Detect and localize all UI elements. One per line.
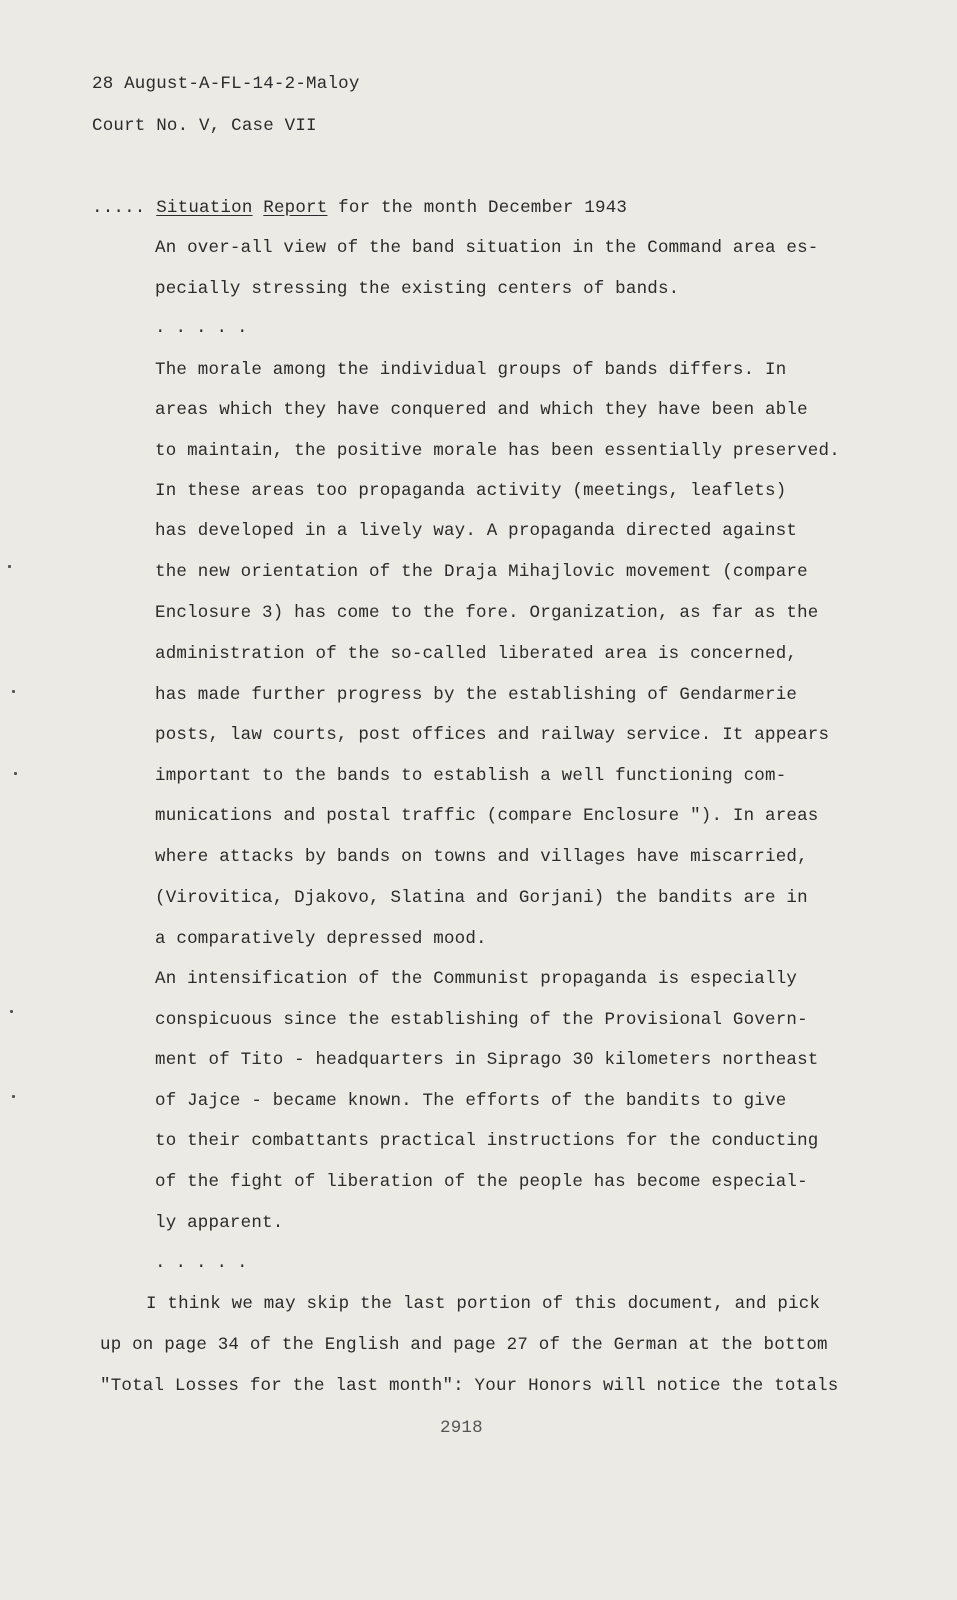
para1-line: Enclosure 3) has come to the fore. Organization, as far as the bbox=[155, 603, 819, 623]
para2-line: ly apparent. bbox=[155, 1213, 284, 1233]
para1-line: important to the bands to establish a well functioning com- bbox=[155, 766, 787, 786]
para1-line: a comparatively depressed mood. bbox=[155, 929, 487, 949]
para1-line: In these areas too propaganda activity (meetings, leaflets) bbox=[155, 481, 787, 501]
closing-line: I think we may skip the last portion of this document, and pick bbox=[146, 1294, 821, 1314]
para2-line: of the fight of liberation of the people has become especial- bbox=[155, 1172, 808, 1192]
page-number: 2918 bbox=[440, 1418, 483, 1438]
para1-line: areas which they have conquered and which they have been able bbox=[155, 400, 808, 420]
para2-line: of Jajce - became known. The efforts of the bandits to give bbox=[155, 1091, 787, 1111]
intro-line-2: pecially stressing the existing centers of bands. bbox=[155, 279, 680, 299]
header-reference: 28 August-A-FL-14-2-Maloy bbox=[92, 74, 360, 94]
situation-rest: for the month December 1943 bbox=[327, 198, 628, 218]
para2-line: ment of Tito - headquarters in Siprago 30 kilometers northeast bbox=[155, 1050, 819, 1070]
situation-word: Situation bbox=[156, 198, 253, 218]
intro-line-1: An over-all view of the band situation in the Command area es- bbox=[155, 238, 819, 258]
ellipsis-1: ..... bbox=[155, 318, 258, 338]
para1-line: where attacks by bands on towns and villages have miscarried, bbox=[155, 847, 808, 867]
para2-line: An intensification of the Communist propaganda is especially bbox=[155, 969, 798, 989]
report-word: Report bbox=[263, 198, 328, 218]
para1-line: posts, law courts, post offices and railway service. It appears bbox=[155, 725, 830, 745]
situation-report-title bbox=[92, 198, 627, 218]
closing-line: up on page 34 of the English and page 27 of the German at the bottom bbox=[100, 1335, 828, 1355]
closing-line: "Total Losses for the last month": Your Honors will notice the totals bbox=[100, 1376, 839, 1396]
scan-mark bbox=[14, 772, 17, 775]
para1-line: the new orientation of the Draja Mihajlovic movement (compare bbox=[155, 562, 808, 582]
header-court: Court No. V, Case VII bbox=[92, 116, 317, 136]
situation-prefix: ..... bbox=[92, 198, 157, 218]
para2-line: to their combattants practical instructions for the conducting bbox=[155, 1131, 819, 1151]
para1-line: administration of the so-called liberated area is concerned, bbox=[155, 644, 798, 664]
para1-line: has made further progress by the establishing of Gendarmerie bbox=[155, 685, 798, 705]
scan-mark bbox=[12, 1095, 15, 1098]
scan-mark bbox=[10, 1010, 13, 1013]
para1-line: to maintain, the positive morale has been essentially preserved. bbox=[155, 441, 840, 461]
para1-line: The morale among the individual groups of bands differs. In bbox=[155, 360, 787, 380]
para1-line: (Virovitica, Djakovo, Slatina and Gorjani) the bandits are in bbox=[155, 888, 808, 908]
para1-line: has developed in a lively way. A propaganda directed against bbox=[155, 521, 798, 541]
scan-mark bbox=[8, 565, 11, 568]
ellipsis-2: ..... bbox=[155, 1253, 258, 1273]
para1-line: munications and postal traffic (compare Enclosure "). In areas bbox=[155, 806, 819, 826]
scan-mark bbox=[12, 690, 15, 693]
para2-line: conspicuous since the establishing of the Provisional Govern- bbox=[155, 1010, 808, 1030]
